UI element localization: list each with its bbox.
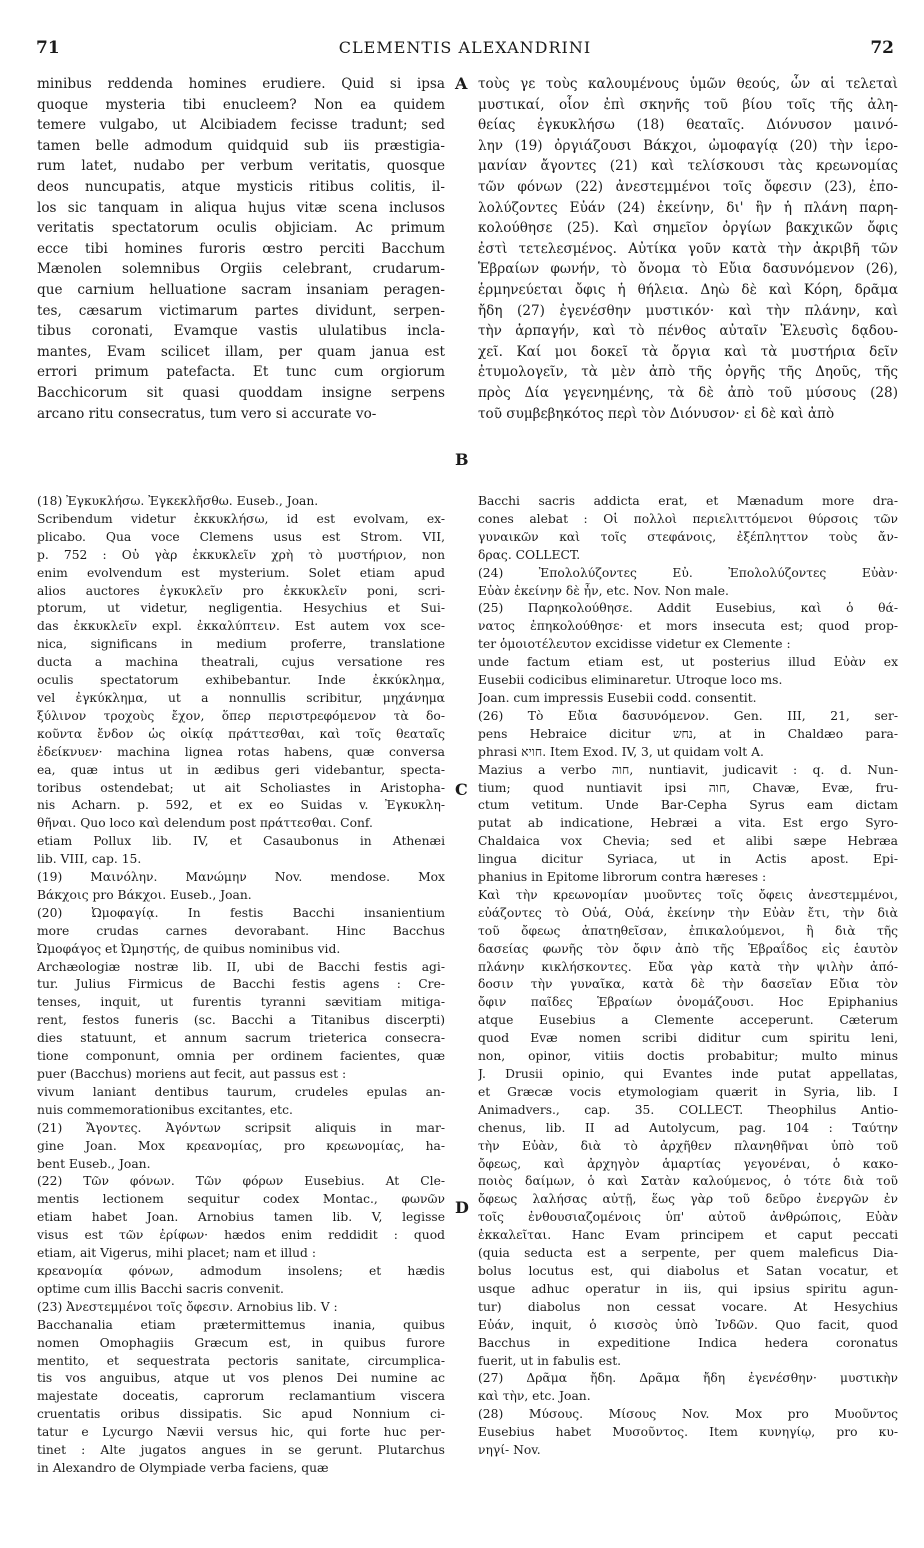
note-line: nuis commemorationibus excitantes, etc. xyxy=(37,1102,293,1117)
note-line: Bacchus in expeditione Indica hedera coronatus xyxy=(478,1335,898,1350)
note-line: (quia seducta est a serpente, per quem maleficus Dia- xyxy=(478,1246,898,1261)
text-line: Ἑβραίων φωνήν, τὸ ὄνομα τὸ Εὔια δασυνόμενον (26), xyxy=(478,261,898,278)
note-line: pens Hebraice dicitur נחש, at in Chaldæo para- xyxy=(478,726,898,741)
note-line: εὐάζοντες τὸ Οὐά, Οὐά, ἐκείνην τὴν Εὐὰν ἔτι, τὴν διὰ xyxy=(478,905,898,920)
note-line: phanius in Epitome librorum contra hæreses : xyxy=(478,870,767,885)
note-line: Eusebius habet Μυσοῦντος. Item κυνηγίῳ, pro κυ- xyxy=(478,1425,898,1440)
note-line: plicabo. Qua voce Clemens usus est Strom. VII, xyxy=(37,529,445,544)
margin-letter-a: A xyxy=(455,74,468,93)
note-line: Archæologiæ nostræ lib. II, ubi de Bacchi festis agi- xyxy=(37,959,445,974)
note-line: ὄφιν παῖδες Ἑβραίων ὀνομάζουσι. Hoc Epiphanius xyxy=(478,995,898,1010)
footnotes-right xyxy=(478,493,898,1533)
text-line: μανίαν ἄγοντες (21) καὶ τελίσκουσι τὰς κρεωνομίας xyxy=(478,158,898,175)
page-header xyxy=(36,38,894,60)
note-line: Εὐὰν ἐκείνην δὲ ἦν, etc. Nov. Non male. xyxy=(478,583,729,598)
text-line: Mænolen solemnibus Orgiis celebrant, crudarum- xyxy=(37,261,445,278)
text-line: κολούθησε (25). Καὶ σημεῖον ὀργίων βακχικῶν ὄφις xyxy=(478,220,898,237)
text-line: ἐτυμολογεῖν, τὰ μὲν ἀπὸ τῆς ὀργῆς τῆς Δηοῦς, τῆς xyxy=(478,364,898,381)
note-line: τὴν Εὐὰν, διὰ τὸ ἀρχῆθεν πλανηθῆναι ὑπὸ τοῦ xyxy=(478,1138,898,1153)
note-line: vivum laniant dentibus taurum, crudeles epulas an- xyxy=(37,1084,445,1099)
note-line: lingua dicitur Syriaca, ut in Actis apost. Epi- xyxy=(478,852,898,867)
note-line: δασείας φωνῆς τὸν ὄφιν ἀπὸ τῆς Ἑβραΐδος εἰς ἑαυτὸν xyxy=(478,941,898,956)
note-line: nomen Omophagiis Græcum est, in quibus furore xyxy=(37,1335,445,1350)
note-line: optime cum illis Bacchi sacris convenit. xyxy=(37,1281,284,1296)
note-line: (23) Ἀνεστεμμένοι τοῖς ὄφεσιν. Arnobius lib. V : xyxy=(37,1299,338,1314)
note-line: tis vos anguibus, atque ut vos plenos Dei numine ac xyxy=(37,1371,445,1386)
page-number-left: 71 xyxy=(36,38,60,58)
note-line: ea, quæ intus ut in ædibus geri videbantur, specta- xyxy=(37,762,445,777)
note-line: (18) Ἐγκυκλήσω. Ἐγκεκλῆσθω. Euseb., Joan. xyxy=(37,494,319,508)
note-line: καὶ τὴν, etc. Joan. xyxy=(478,1389,591,1404)
note-line: tenses, inquit, ut furentis tyranni sævitiam mitiga- xyxy=(37,995,445,1010)
note-line: phrasi חויא. Item Exod. IV, 3, ut quidam volt A. xyxy=(478,744,764,759)
note-line: tione componunt, omnia per ordinem facientes, quæ xyxy=(37,1049,445,1064)
margin-letter-b: B xyxy=(455,450,469,469)
note-line: νατος ἐπηκολούθησε· et mors insecuta est; quod prop- xyxy=(478,619,898,634)
note-line: puer (Bacchus) moriens aut fecit, aut passus est : xyxy=(37,1067,347,1081)
note-line: gine Joan. Mox κρεανομίας, pro κρεωνομίας, ha- xyxy=(37,1138,445,1153)
note-line: tur. Julius Firmicus de Bacchi festis agens : Cre- xyxy=(37,977,445,992)
note-line: atque Eusebius a Clemente acceperunt. Cæterum xyxy=(478,1013,898,1028)
note-line: Καὶ τὴν κρεωνομίαν μυοῦντες τοῖς ὄφεις ἀνεστεμμένοι, xyxy=(478,887,898,902)
text-line: ἐστὶ τετελεσμένος. Αὐτίκα γοῦν κατὰ τὴν ἀκριβῆ τῶν xyxy=(478,240,898,257)
footnotes-left xyxy=(37,493,445,1533)
text-line: ecce tibi homines furoris œstro perciti Bacchum xyxy=(37,240,445,257)
note-line: ὄφεως λαλήσας αὐτῇ, ἕως γὰρ τοῦ δεῦρο ἐνεργῶν ἐν xyxy=(478,1192,898,1207)
text-line: quoque mysteria tibi enucleem? Non ea quidem xyxy=(37,96,445,113)
note-line: θῆναι. Quo loco καὶ delendum post πράττεσθαι. Conf. xyxy=(37,816,373,831)
note-line: (19) Μαινόλην. Μανώμην Nov. mendose. Mox xyxy=(37,870,445,885)
note-line: Βάκχοις pro Βάκχοι. Euseb., Joan. xyxy=(37,887,252,902)
note-line: κοῦντα ἔνδον ὡς οἰκίᾳ πράττεσθαι, καὶ τοῖς θεαταῖς xyxy=(37,726,445,741)
note-line: κρεανομία φόνων, admodum insolens; et hædis xyxy=(37,1263,445,1278)
text-line: τοὺς γε τοὺς καλουμένους ὑμῶν θεούς, ὧν αἱ τελεταὶ xyxy=(478,76,898,92)
text-line: que carnium helluatione sacram insaniam peragen- xyxy=(37,281,445,298)
text-line: mantes, Evam scilicet illam, per quam janua est xyxy=(37,343,445,360)
text-line: deos nuncupatis, atque mysticis ritibus colitis, il- xyxy=(37,178,445,195)
note-line: non, opinor, vitiis doctis probabitur; multo minus xyxy=(478,1049,898,1064)
text-line: ἤδη (27) ἐγενέσθην μυστικόν· καὶ τὴν πλάνην, καὶ xyxy=(478,302,898,319)
text-line: minibus reddenda homines erudiere. Quid si ipsa xyxy=(37,76,445,92)
note-line: nica, significans in medium proferre, translatione xyxy=(37,637,445,652)
note-line: tium; quod nuntiavit ipsi חוה, Chavæ, Evæ, fru- xyxy=(478,780,898,795)
note-line: Ὠμοφάγος et Ὠμηστής, de quibus nominibus vid. xyxy=(37,941,341,956)
note-line: πλάνην κικλήσκοντες. Εὔα γὰρ κατὰ τὴν ψιλὴν ἀπό- xyxy=(478,959,898,974)
text-line: μυστικαί, οἷον ἐπὶ σκηνῆς τοῦ βίου τοῖς τῆς ἀλη- xyxy=(478,96,898,113)
note-line: cones alebat : Οἱ πολλοὶ περιελιττόμενοι θύρσοις τῶν xyxy=(478,511,898,526)
note-line: dies statuunt, et annum sacrum trieterica consecra- xyxy=(37,1031,445,1046)
note-line: ἐδείκνυεν· machina lignea rotas habens, quæ conversa xyxy=(37,744,445,759)
note-line: unde factum etiam est, ut posterius illud Εὐὰν ex xyxy=(478,655,898,670)
note-line: γυναικῶν καὶ τοῖς στεφάνοις, ἐξέπληττον τοὺς ἄν- xyxy=(478,529,898,544)
text-line: veritatis spectatorum oculis objiciam. Ac primum xyxy=(37,220,445,237)
note-line: rent, festos funeris (sc. Bacchi a Titanibus discerpti) xyxy=(37,1013,445,1028)
note-line: δρας. COLLECT. xyxy=(478,547,581,562)
note-line: δοσιν τὴν γυναῖκα, κατὰ δὲ τὴν δασεῖαν Εὔια τὸν xyxy=(478,977,898,992)
note-line: cruentatis oribus dissipatis. Sic apud Nonnium ci- xyxy=(37,1407,445,1422)
note-line: (26) Τὸ Εὔια δασυνόμενον. Gen. III, 21, ser- xyxy=(478,708,898,723)
text-line: temere vulgabo, ut Alcibiadem fecisse tradunt; sed xyxy=(37,117,445,134)
note-line: mentis lectionem sequitur codex Montac., φωνῶν xyxy=(37,1192,445,1207)
note-line: tatur e Lycurgo Nævii versus hic, qui forte huc per- xyxy=(37,1425,445,1440)
text-line: tamen belle admodum quidquid sub iis præstigia- xyxy=(37,137,445,154)
margin-letter-d: D xyxy=(455,1198,469,1217)
running-title: CLEMENTIS ALEXANDRINI xyxy=(338,38,592,57)
note-line: nis Acharn. p. 592, et ex eo Suidas v. Ἐγκυκλη- xyxy=(37,798,445,813)
note-line: oculis spectatorum exhibebantur. Inde ἐκκύκλημα, xyxy=(37,673,445,688)
note-line: J. Drusii opinio, qui Evantes inde putat appellatas, xyxy=(478,1067,898,1081)
note-line: majestate doceatis, caprorum reclamantium viscera xyxy=(37,1389,445,1404)
text-line: θείας ἐγκυκλήσω (18) θεαταῖς. Διόνυσον μαινό- xyxy=(478,117,898,134)
note-line: (20) Ὠμοφαγίᾳ. In festis Bacchi insanientium xyxy=(37,905,445,920)
note-line: das ἐκκυκλεῖν expl. ἐκκαλύπτειν. Est autem vox sce- xyxy=(37,619,445,634)
note-line: tur) diabolus non cessat vocare. At Hesychius xyxy=(478,1299,898,1314)
note-line: mentito, et sequestrata pectoris sanitate, circumplica- xyxy=(37,1353,445,1368)
note-line: τοῦ ὄφεως ἀπατηθεῖσαν, ἐπικαλούμενοι, ἢ διὰ τῆς xyxy=(478,923,898,938)
note-line: (28) Μύσους. Μίσους Nov. Mox pro Μυοῦντος xyxy=(478,1407,898,1422)
note-line: ποιὸς δαίμων, ὁ καὶ Σατὰν καλούμενος, ὁ τότε διὰ τοῦ xyxy=(478,1174,898,1189)
text-line: los sic tanquam in aliqua hujus vitæ scena inclusos xyxy=(37,199,445,216)
note-line: p. 752 : Οὐ γὰρ ἐκκυκλεῖν χρὴ τὸ μυστήριον, non xyxy=(37,547,445,562)
note-line: (22) Τῶν φόνων. Τῶν φόρων Eusebius. At Cle- xyxy=(37,1174,445,1189)
greek-main-text xyxy=(478,74,898,486)
text-line: ἑρμηνεύεται ὄφις ἡ θήλεια. Δηὼ δὲ καὶ Κόρη, δρᾶμα xyxy=(478,281,898,298)
note-line: etiam, ait Vigerus, mihi placet; nam et illud : xyxy=(37,1246,316,1261)
text-line: tibus coronati, Evamque vastis ululatibus incla- xyxy=(37,323,445,340)
text-line: arcano ritu consecratus, tum vero si accurate vo- xyxy=(37,405,377,422)
note-line: putat ab indicatione, Hebræi a vita. Est ergo Syro- xyxy=(478,816,898,831)
text-line: λολύζοντες Εὐάν (24) ἐκείνην, δι' ἣν ἡ πλάνη παρη- xyxy=(478,199,898,216)
note-line: ctum vetitum. Unde Bar-Cepha Syrus eam dictam xyxy=(478,798,898,813)
note-line: (21) Ἄγοντες. Ἀγόντων scripsit aliquis in mar- xyxy=(37,1120,445,1135)
text-line: λην (19) ὀργιάζουσι Βάκχοι, ὠμοφαγίᾳ (20) τὴν ἱερο- xyxy=(478,137,898,154)
note-line: etiam Pollux lib. IV, et Casaubonus in Athenæi xyxy=(37,834,445,849)
text-line: πρὸς Δία γεγενημένης, τὰ δὲ ἀπὸ τοῦ μύσους (28) xyxy=(478,384,898,401)
note-line: alios auctores ἐγκυκλεῖν pro ἐκκυκλεῖν poni, scri- xyxy=(37,583,445,598)
note-line: ter ὁμοιοτέλευτον excidisse videtur ex Clemente : xyxy=(478,637,791,652)
note-line: ἐκκαλεῖται. Hanc Evam principem et caput peccati xyxy=(478,1228,898,1243)
text-line: errori primum patefacta. Et tunc cum orgiorum xyxy=(37,364,445,381)
page-number-right: 72 xyxy=(870,38,894,58)
text-line: τοῦ συμβεβηκότος περὶ τὸν Διόνυσον· εἰ δὲ καὶ ἀπὸ xyxy=(478,405,835,422)
text-line: χεῖ. Καί μοι δοκεῖ τὰ ὄργια καὶ τὰ μυστήρια δεῖν xyxy=(478,343,898,360)
note-line: quod Evæ nomen scribi diditur cum spiritu leni, xyxy=(478,1031,898,1046)
note-line: νηγί- Nov. xyxy=(478,1443,541,1458)
note-line: ὄφεως, καὶ ἀρχηγὸν ἁμαρτίας γεγονέναι, ὁ κακο- xyxy=(478,1156,898,1171)
note-line: ptorum, ut videtur, negligentia. Hesychius et Sui- xyxy=(37,601,445,616)
text-line: τὴν ἁρπαγήν, καὶ τὸ πένθος αὐταῖν Ἐλευσὶς δᾳδου- xyxy=(478,323,898,340)
note-line: ducta a machina theatrali, cujus versatione res xyxy=(37,655,445,670)
note-line: (27) Δρᾶμα ἤδη. Δρᾶμα ἤδη ἐγενέσθην· μυστικὴν xyxy=(478,1371,898,1386)
note-line: et Græcæ vocis etymologiam quærit in Syria, lib. I xyxy=(478,1084,898,1099)
note-line: vel ἐγκύκλημα, ut a nonnullis scribitur, μηχάνημα xyxy=(37,690,445,705)
note-line: (24) Ἐπολολύζοντες Εὐ. Ἐπολολύζοντες Εὐὰν· xyxy=(478,565,898,580)
note-line: visus est τῶν ἐρίφων· hædos enim reddidit : quod xyxy=(37,1228,445,1243)
note-line: toribus ostendebat; ut ait Scholiastes in Aristopha- xyxy=(37,780,445,795)
text-line: Bacchicorum sit quasi quoddam insigne serpens xyxy=(37,384,445,401)
note-line: in Alexandro de Olympiade verba faciens, quæ xyxy=(37,1460,329,1475)
note-line: Chaldaica vox Chevia; sed et alibi sæpe Hebræa xyxy=(478,834,898,849)
note-line: more crudas carnes devorabant. Hinc Bacchus xyxy=(37,923,445,938)
note-line: etiam habet Joan. Arnobius tamen lib. V, legisse xyxy=(37,1210,445,1225)
note-line: τοῖς ἐνθουσιαζομένοις ὑπ' αὐτοῦ ἀνθρώποις, Εὐὰν xyxy=(478,1210,898,1225)
note-line: bolus locutus est, qui diabolus et Satan vocatur, et xyxy=(478,1263,898,1278)
note-line: Bacchanalia etiam prætermittemus inania, quibus xyxy=(37,1317,445,1332)
text-line: rum latet, nudabo per verbum veritatis, quosque xyxy=(37,158,445,175)
note-line: lib. VIII, cap. 15. xyxy=(37,852,142,867)
note-line: Bacchi sacris addicta erat, et Mænadum more dra- xyxy=(478,494,898,508)
note-line: enim evolvendum est mysterium. Solet etiam apud xyxy=(37,565,445,580)
note-line: Mazius a verbo חוה, nuntiavit, judicavit : q. d. Nun- xyxy=(478,762,898,777)
note-line: Eusebii codicibus eliminaretur. Utroque loco ms. xyxy=(478,673,783,688)
note-line: usque adhuc operatur in iis, qui ipsius spiritu agun- xyxy=(478,1281,898,1296)
note-line: (25) Παρηκολούθησε. Addit Eusebius, καὶ ὁ θά- xyxy=(478,601,898,616)
note-line: ξύλινον τροχοὺς ἔχον, ὅπερ περιστρεφόμενον τὰ δο- xyxy=(37,708,445,723)
note-line: tinet : Alte jugatos angues in se gerunt. Plutarchus xyxy=(37,1443,445,1458)
note-line: Scribendum videtur ἐκκυκλήσω, id est evolvam, ex- xyxy=(37,511,445,526)
note-line: fuerit, ut in fabulis est. xyxy=(478,1353,622,1368)
margin-letter-c: C xyxy=(455,780,468,799)
note-line: bent Euseb., Joan. xyxy=(37,1156,151,1171)
note-line: chenus, lib. II ad Autolycum, pag. 104 : Ταύτην xyxy=(478,1120,898,1135)
latin-main-text xyxy=(37,74,445,486)
text-line: tes, cæsarum victimarum partes dividunt, serpen- xyxy=(37,302,445,319)
note-line: Animadvers., cap. 35. COLLECT. Theophilus Antio- xyxy=(478,1102,898,1117)
note-line: Εὐάν, inquit, ὁ κισσὸς ὑπὸ Ἰνδῶν. Quo facit, quod xyxy=(478,1317,898,1332)
text-line: τῶν φόνων (22) ἀνεστεμμένοι τοῖς ὄφεσιν (23), ἐπο- xyxy=(478,178,898,195)
note-line: Joan. cum impressis Eusebii codd. consentit. xyxy=(478,690,757,705)
